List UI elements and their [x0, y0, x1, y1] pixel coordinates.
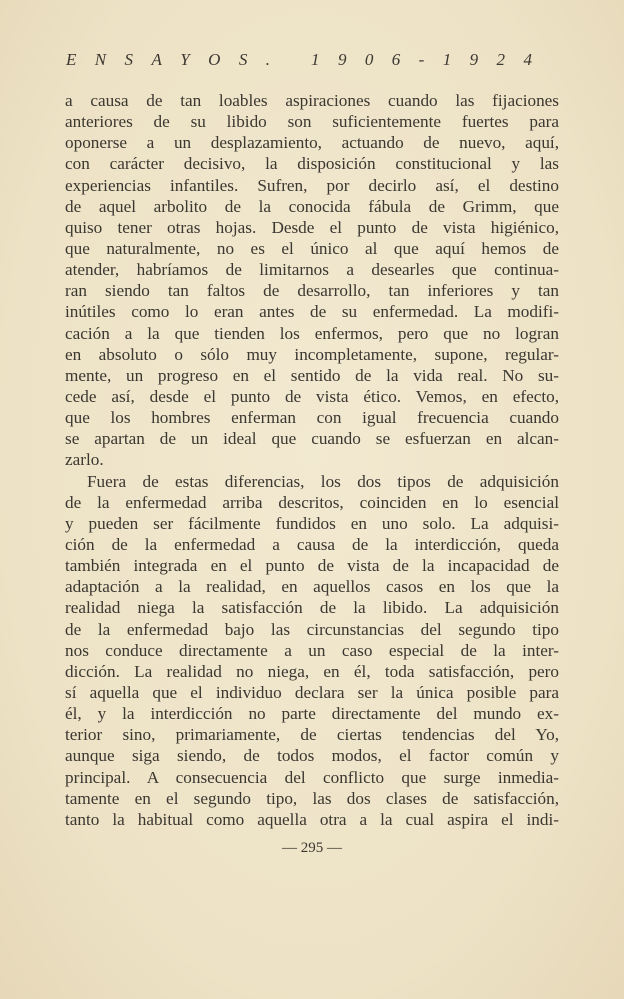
- header-gap: [288, 50, 292, 70]
- text-line: principal. A consecuencia del conflicto que surge inmedia-: [65, 767, 559, 787]
- header-title-letter: S: [238, 50, 248, 69]
- text-line: experiencias infantiles. Sufren, por decirlo así, el destino: [65, 175, 559, 195]
- text-line: aunque siga siendo, de todos modos, el factor común y: [65, 746, 559, 766]
- text-line: tanto la habitual como aquella otra a la cual aspira el indi-: [65, 809, 559, 829]
- header-title-letter: E: [66, 50, 77, 69]
- text-line: de la enfermedad arriba descritos, coinciden en lo esencial: [65, 492, 559, 512]
- body-text: [65, 90, 559, 830]
- page-number: — 295 —: [282, 840, 342, 856]
- text-line: dicción. La realidad no niega, en él, toda satisfacción, pero: [65, 661, 559, 681]
- header-years-char: 2: [496, 50, 506, 69]
- text-line: de aquel arbolito de la conocida fábula de Grimm, que: [65, 196, 559, 216]
- text-line: ran siendo tan faltos de desarrollo, tan inferiores y tan: [65, 281, 559, 301]
- text-line: que naturalmente, no es el único al que aquí hemos de: [65, 238, 559, 258]
- header-years-char: -: [418, 50, 425, 69]
- header-years-char: 4: [523, 50, 532, 69]
- text-line: de la enfermedad bajo las circunstancias del segundo tipo: [65, 619, 559, 639]
- header-title-letter: Y: [180, 50, 190, 69]
- text-line: tamente en el segundo tipo, las dos clases de satisfacción,: [65, 788, 559, 808]
- text-line: en absoluto o sólo muy incompletamente, supone, regular-: [65, 344, 559, 364]
- header-years-char: 1: [311, 50, 320, 69]
- text-line: inútiles como lo eran antes de su enfermedad. La modifi-: [65, 302, 559, 322]
- header-title-letter: N: [94, 50, 107, 69]
- text-line: cede así, desde el punto de vista ético. Vemos, en efecto,: [65, 386, 559, 406]
- text-line: sí aquella que el individuo declara ser la única posible para: [65, 682, 559, 702]
- header-title-letter: .: [265, 50, 270, 69]
- text-line: se apartan de un ideal que cuando se esfuerzan en alcan-: [65, 429, 559, 449]
- text-line: con carácter decisivo, la disposición constitucional y las: [65, 154, 559, 174]
- text-line: también integrada en el punto de vista de la incapacidad de: [65, 556, 559, 576]
- text-line: y pueden ser fácilmente fundidos en uno solo. La adquisi-: [65, 513, 559, 533]
- header-years-char: 6: [391, 50, 401, 69]
- text-line: que los hombres enferman con igual frecuencia cuando: [65, 408, 559, 428]
- header-title-letter: S: [124, 50, 134, 69]
- text-line: quiso tener otras hojas. Desde el punto de vista higiénico,: [65, 217, 559, 237]
- text-line: él, y la interdicción no parte directamente del mundo ex-: [65, 704, 559, 724]
- text-line: oponerse a un desplazamiento, actuando de nuevo, aquí,: [65, 133, 559, 153]
- text-line: a causa de tan loables aspiraciones cuando las fijaciones: [65, 91, 559, 110]
- text-line: atender, habríamos de limitarnos a desearles que continua-: [65, 260, 559, 280]
- text-line: ción de la enfermedad a causa de la interdicción, queda: [65, 534, 559, 554]
- header-title-letter: O: [208, 50, 221, 69]
- header-years-char: 9: [469, 50, 479, 69]
- text-line: mente, un progreso en el sentido de la vida real. No su-: [65, 365, 559, 385]
- text-line: Fuera de estas diferencias, los dos tipos de adquisición: [87, 471, 559, 491]
- header-title-letter: A: [151, 50, 162, 69]
- text-line: adaptación a la realidad, en aquellos casos en los que la: [65, 577, 559, 597]
- text-line: cación a la que tienden los enfermos, pero que no logran: [65, 323, 559, 343]
- running-header: [66, 50, 532, 70]
- text-line: realidad niega la satisfacción de la libido. La adquisición: [65, 598, 559, 618]
- text-line: nos conduce directamente a un caso especial de la inter-: [65, 640, 559, 660]
- text-line: terior sino, primariamente, de ciertas tendencias del Yo,: [65, 725, 559, 745]
- text-line: anteriores de su libido son suficientemente fuertes para: [65, 112, 559, 132]
- header-years-char: 1: [442, 50, 452, 69]
- header-years-char: 9: [337, 50, 347, 69]
- text-line: zarlo.: [65, 450, 104, 470]
- header-years-char: 0: [364, 50, 374, 69]
